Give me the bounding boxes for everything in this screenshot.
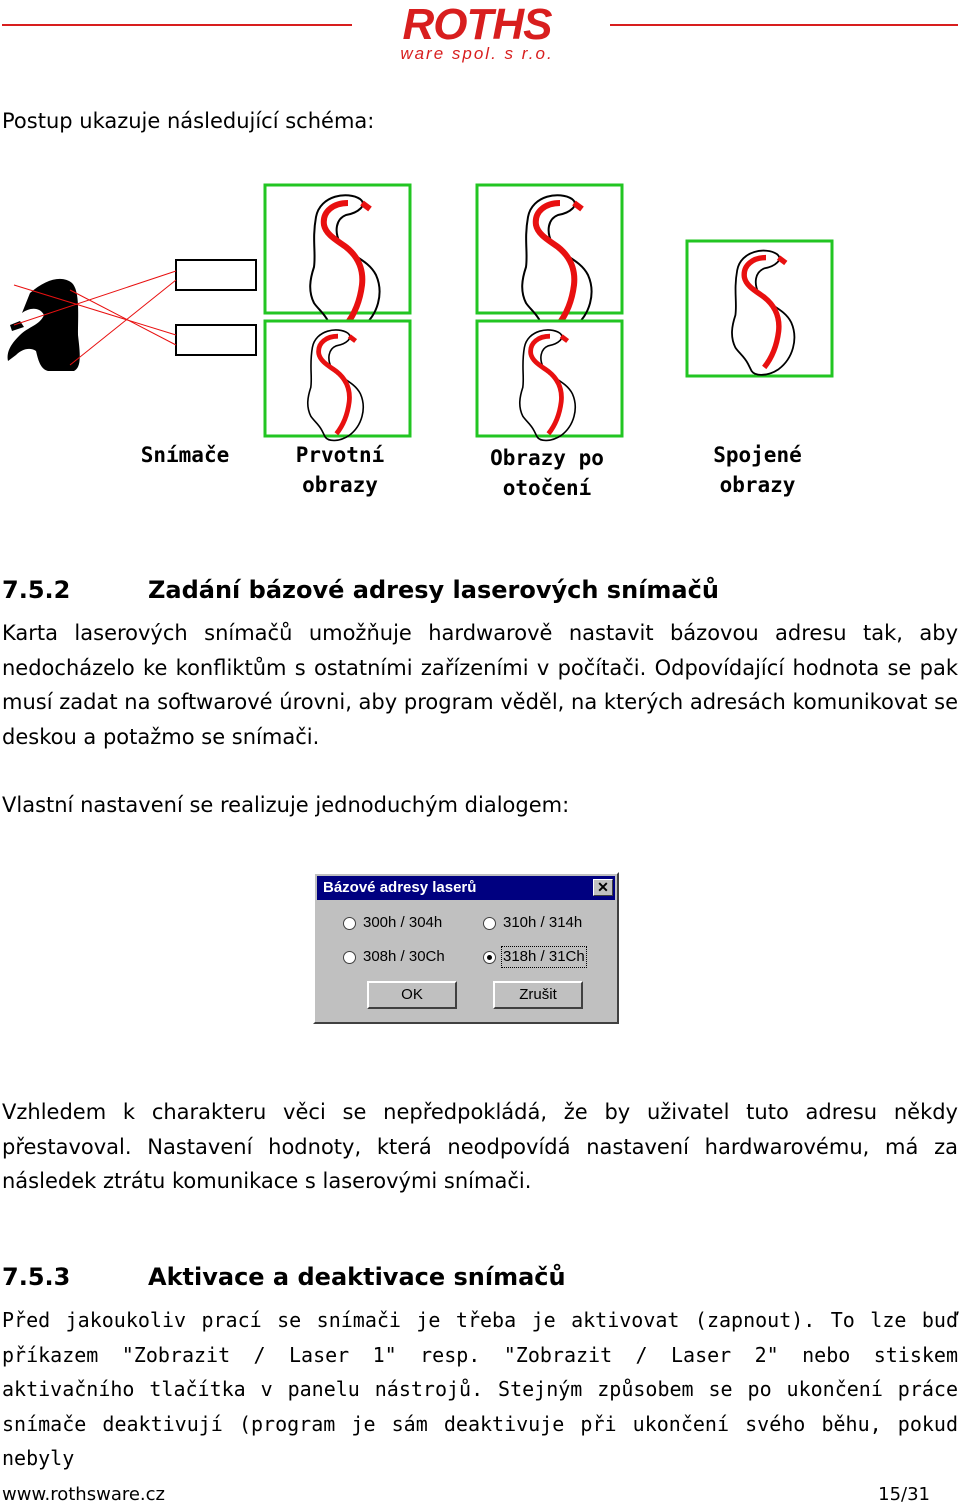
header-rule-left bbox=[2, 24, 352, 26]
radio-label-308h[interactable]: 308h / 30Ch bbox=[363, 948, 445, 965]
rotated-image-top bbox=[477, 185, 622, 333]
sensor-icon bbox=[8, 279, 80, 371]
sensor-box-top bbox=[176, 260, 256, 290]
page-number: 15/31 bbox=[878, 1484, 930, 1505]
section-753-paragraph: Před jakoukoliv prací se snímači je třeba je aktivovat (zapnout). To lze buď příkazem "Zobrazit / Laser 1" resp. "Zobrazit / Laser 2" nebo stiskem aktivačního tlačítka v panelu nástrojů. Stejným způsobem se po ukončení práce snímače deaktivují (program je sám deaktivuje při ukončení svého běhu, pokud nebyly bbox=[2, 1308, 958, 1470]
section-heading-752 bbox=[2, 575, 719, 605]
primary-image-top bbox=[265, 185, 410, 333]
ok-button[interactable]: OK bbox=[367, 981, 457, 1009]
section-number: 7.5.3 bbox=[2, 1263, 71, 1291]
dialog-title: Bázové adresy laserů bbox=[317, 876, 615, 900]
base-address-dialog bbox=[313, 872, 619, 1024]
radio-318h[interactable] bbox=[483, 951, 496, 964]
radio-310h[interactable] bbox=[483, 917, 496, 930]
cancel-button[interactable]: Zrušit bbox=[493, 981, 583, 1009]
section-number: 7.5.2 bbox=[2, 576, 71, 604]
section-752-paragraph: Karta laserových snímačů umožňuje hardwarově nastavit bázovou adresu tak, aby nedocházelo ke konfliktům s ostatními zařízeními v počítači. Odpovídající hodnota se pak musí zadat na softwarové úrovni, aby program věděl, na kterých adresách komunikovat se deskou a potažmo se snímači. bbox=[2, 621, 958, 749]
radio-300h[interactable] bbox=[343, 917, 356, 930]
label-sensors: Snímače bbox=[140, 443, 230, 467]
radio-label-318h[interactable]: 318h / 31Ch bbox=[503, 948, 585, 965]
company-logo-subtitle: ware spol. s r.o. bbox=[400, 44, 554, 63]
merged-image bbox=[687, 241, 832, 376]
primary-image-bottom bbox=[265, 321, 410, 440]
label-merged-images: Spojené obrazy bbox=[713, 443, 802, 497]
intro-text: Postup ukazuje následující schéma: bbox=[2, 109, 375, 133]
dialog-intro: Vlastní nastavení se realizuje jednoduchým dialogem: bbox=[2, 793, 570, 817]
header-rule-right bbox=[610, 24, 958, 26]
company-logo: ROTHS bbox=[402, 0, 552, 49]
rotated-image-bottom bbox=[477, 321, 622, 440]
close-icon[interactable]: ✕ bbox=[593, 879, 613, 896]
label-primary-images: Prvotní obrazy bbox=[295, 443, 385, 497]
radio-308h[interactable] bbox=[343, 951, 356, 964]
sensor-box-bottom bbox=[176, 325, 256, 355]
footer-url[interactable]: www.rothsware.cz bbox=[2, 1484, 165, 1505]
radio-label-310h[interactable]: 310h / 314h bbox=[503, 914, 583, 931]
label-rotated-images: Obrazy po otočení bbox=[490, 446, 604, 500]
section-heading-753 bbox=[2, 1262, 566, 1292]
paragraph-2: Vzhledem k charakteru věci se nepředpokládá, že by uživatel tuto adresu někdy přestavoval. Nastavení hodnoty, která neodpovídá nastavení hardwarovému, má za následek ztrátu komunikace s laserovými snímači. bbox=[2, 1100, 958, 1193]
section-title: Zadání bázové adresy laserových snímačů bbox=[148, 576, 719, 604]
radio-label-300h[interactable]: 300h / 304h bbox=[363, 914, 443, 931]
section-title: Aktivace a deaktivace snímačů bbox=[148, 1263, 566, 1291]
